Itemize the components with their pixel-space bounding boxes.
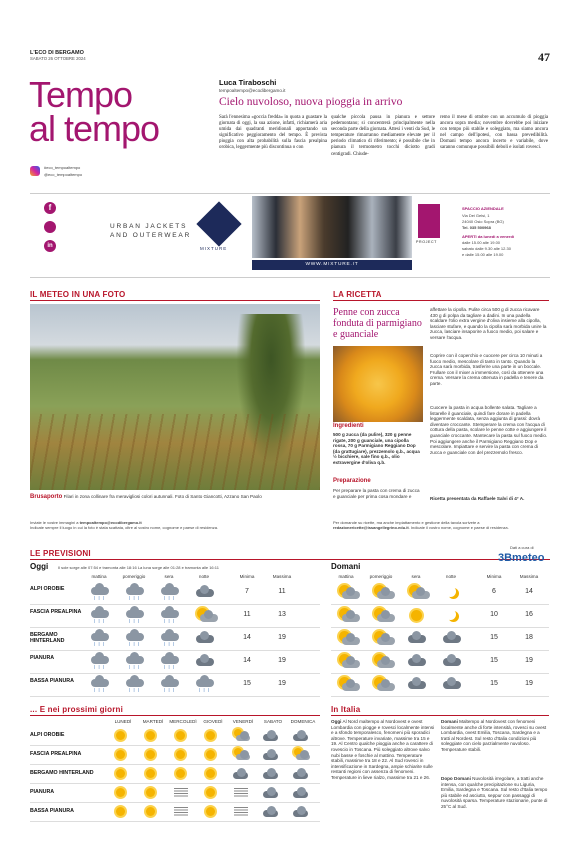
day-header: LUNEDÌ (114, 719, 132, 724)
rain-icon: ❘❘❘ (84, 628, 116, 648)
project-logo (418, 204, 440, 238)
temp-min: 11 (243, 611, 251, 618)
rain-icon: ❘❘❘ (154, 582, 186, 602)
cloud-icon (256, 803, 286, 821)
sun-icon (106, 803, 136, 821)
forecast-col-header: notte (198, 574, 210, 579)
cloud-icon (286, 727, 316, 745)
ingredienti-text: 500 g zucca (da pulire), 320 g penne rigate, 200 g guanciale, una cipolla rossa, 70 g Parmigiano Reggiano Dop (da grattugiare), prezzemolo q.b., acqua ½ bicchiere, sale fino q.b., olio extravergine d'oliva q.b. (333, 432, 420, 465)
forecast-col-header: Minima (239, 574, 255, 579)
rain-icon: ❘❘❘ (189, 674, 221, 694)
forecast-col-header: notte (445, 574, 457, 579)
partly-cloudy-icon (189, 605, 221, 625)
sun-icon (136, 727, 166, 745)
partly-cloudy-icon (286, 746, 316, 764)
forecast-col-header: mattina (338, 574, 354, 579)
partly-cloudy-icon (331, 605, 363, 625)
sun-icon (106, 727, 136, 745)
partly-cloudy-icon (331, 628, 363, 648)
forecast-col-header: sera (411, 574, 421, 579)
shop-addr-2: 24040 Osio Sopra (BG) (462, 219, 504, 224)
cloud-icon (286, 765, 316, 783)
cloud-icon (436, 674, 468, 694)
ad-tagline-1: URBAN JACKETS (110, 223, 188, 230)
project-logo-text: PROJECT (416, 240, 437, 244)
photo-invite (30, 520, 330, 530)
temp-max: 16 (525, 611, 533, 618)
sun-icon (106, 765, 136, 783)
oggi-sun-moon: Il sole sorge alle 07:54 e tramonta alle 18:16 La luna sorge alle 01:28 e tramonta alle 16:11 (58, 565, 219, 570)
italia-dopo-text: Nuvolosità irregolare, a tratti anche intensa, con qualche precipitazione su Liguria, Emilia, Sardegna e Toscana. Sul resto d'Italia tempo più stabile ed asciutto, seppur con passaggi di nuvolosità sparsa. Temperature stazionarie, punte di 25°C al Sud. (441, 776, 548, 809)
rain-icon: ❘❘❘ (84, 582, 116, 602)
temp-max: 18 (525, 634, 533, 641)
cloud-icon (256, 727, 286, 745)
partly-cloudy-icon (226, 727, 256, 745)
sun-icon (196, 765, 226, 783)
forecast-col-header: Minima (486, 574, 502, 579)
temp-max: 19 (278, 680, 286, 687)
sun-icon (136, 784, 166, 802)
day-header: SABATO (263, 719, 283, 724)
cloud-icon (401, 651, 433, 671)
meteo-foto-heading: IL METEO IN UNA FOTO (30, 290, 126, 299)
italia-dopo-label: Dopo Domani (441, 776, 471, 781)
ingredienti-title: Ingredienti (333, 423, 364, 429)
temp-max: 11 (278, 588, 286, 595)
fog-icon (166, 803, 196, 821)
rain-icon: ❘❘❘ (154, 605, 186, 625)
cloud-icon (286, 803, 316, 821)
temp-max: 19 (525, 680, 533, 687)
cloud-icon (401, 628, 433, 648)
caption-text: Filari in zona collinare fra meravigliosi colori autunnali. Foto di Santo Giancotti, Azzano San Paolo (63, 494, 262, 499)
ricetta-invite-email[interactable]: redazionericette@issangellegrino.edu.it (333, 525, 409, 530)
partly-cloudy-icon (331, 582, 363, 602)
forecast-location: ALPI OROBIE (30, 586, 65, 592)
previsioni-heading: LE PREVISIONI (30, 549, 91, 558)
temp-min: 15 (490, 634, 498, 641)
photo-invite-text-2: Indicate sempre il luogo in cui la foto è stata scattata, oltre al vostro nome, cognome e paese di residenza. (30, 525, 219, 530)
fog-icon (226, 803, 256, 821)
italia-domani-text: Maltempo al Nordovest con fenomeni localmente anche di forte intensità, rovesci su ovest Lombardia, ovest Emilia, Toscana, Sardegna e a tratti al Nordest. Sul resto d'Italia condizioni più soleggiate con cielo parzialmente nuvoloso. Temperature stabili. (441, 719, 547, 752)
italia-oggi-text: Al Nord maltempo al Nordovest e ovest Lombardia con piogge e rovesci localmente intensi e a sfondo temporalesco, fenomeni più sporadici altrove. Temperature invariate, massime tra 15 e 19. Al Centro qualche pioggia anche a carattere di rovescio in Toscana. Più soleggiato altrove salvo nubi basse e foschie al mattino. Temperature stabili, massime tra 18 e 22. Al Sud rovesci in intensificazione in Sardegna, ampie schiarite sulle restanti regioni con assenza di fenomeni. Temperature in lieve rialzo, massime tra 21 e 26. (331, 719, 435, 780)
cloud-icon (401, 674, 433, 694)
cloud-icon (436, 651, 468, 671)
sun-icon (166, 765, 196, 783)
article-headline: Cielo nuvoloso, nuova pioggia in arrivo (219, 96, 403, 108)
temp-min: 15 (243, 680, 251, 687)
temp-min: 14 (243, 634, 251, 641)
sun-icon (106, 784, 136, 802)
partly-cloudy-icon (331, 674, 363, 694)
ad-tagline-2: AND OUTERWEAR (110, 232, 192, 239)
forecast-location: PIANURA (30, 655, 55, 661)
partly-cloudy-icon (366, 628, 398, 648)
day-header: GIOVEDÌ (203, 719, 223, 724)
temp-min: 15 (490, 657, 498, 664)
cloud-icon (226, 765, 256, 783)
instagram-icon-ad[interactable] (44, 221, 56, 233)
preparazione-title: Preparazione (333, 478, 371, 484)
italia-dopodomani (441, 776, 549, 810)
ricetta-right-2: Coprire con il coperchio e cuocere per circa 10 minuti a fuoco medio, mescolare di tanto in tanto. Quando la zucca sarà morbida, trasferire una parte in un boccale. Frullare con il mixer a immersione, così da ottenere una crema. Versare la crema ottenuta in padella e tenere da parte. (430, 353, 544, 386)
forecast-col-header: Massima (519, 574, 539, 579)
cloud-icon (189, 651, 221, 671)
sun-icon (196, 803, 226, 821)
shop-tel[interactable]: Tel. 035 500968 (462, 225, 491, 230)
sun-icon (196, 727, 226, 745)
ricetta-heading: LA RICETTA (333, 290, 382, 299)
temp-min: 7 (245, 588, 249, 595)
meteo-credit-label: Dati a cura di (510, 545, 534, 550)
sun-icon (136, 803, 166, 821)
italia-domani-label: Domani (441, 719, 458, 724)
prossimi-location: BERGAMO HINTERLAND (30, 770, 94, 776)
prossimi-location: FASCIA PREALPINA (30, 751, 82, 757)
cloud-icon (256, 746, 286, 764)
ad-models-photo (252, 196, 412, 258)
italia-heading: In Italia (331, 705, 361, 714)
fog-icon (226, 784, 256, 802)
preparazione-text: Per preparare la pasta con crema di zucca e guanciale per prima cosa mondare e (333, 488, 420, 499)
temp-max: 13 (278, 611, 286, 618)
article-col-2: qualche piccola pausa in pianura e settore pedemontano; si concentrerà principalmente nella seconda parte della giornata. Attesi i venti da Sud, le temperature rimarranno mediamente elevate per il periodo climatico di riferimento; è possibile che in pianura il termometro tocchi diciotto gradi centigradi. Chiude- (331, 115, 435, 157)
page-number: 47 (538, 50, 550, 64)
shop-open: APERTI da lunedì a venerdì (462, 234, 515, 239)
temp-max: 19 (278, 634, 286, 641)
fog-icon (166, 784, 196, 802)
rain-icon: ❘❘❘ (119, 674, 151, 694)
temp-max: 14 (525, 588, 533, 595)
cloud-icon (286, 784, 316, 802)
paper-date: SABATO 26 OTTOBRE 2024 (30, 56, 86, 61)
forecast-location: FASCIA PREALPINA (30, 609, 82, 615)
article-email[interactable]: tempoaltempo@ecodibergamo.it (219, 88, 286, 93)
ad-url[interactable]: WWW.MIXTURE.IT (252, 260, 412, 270)
sun-icon (136, 746, 166, 764)
moon-icon (436, 582, 468, 602)
article-col-3: remo il mese di ottobre con un accumulo di pioggia ancora sopra media; novembre dovrebbe poi iniziare con tempo più stabile e soleggiato, ma siamo ancora nel campo dell'ipotesi, con bassa prevedibilità. Domani tempo ancora incerto e variabile, dove saranno comunque possibili deboli e isolati rovesci. (440, 115, 548, 151)
rain-icon: ❘❘❘ (84, 651, 116, 671)
sun-icon (196, 746, 226, 764)
sun-icon (401, 605, 433, 625)
prossimi-location: ALPI OROBIE (30, 732, 65, 738)
sun-icon (196, 784, 226, 802)
prossimi-location: PIANURA (30, 789, 55, 795)
mixture-logo-text: MIXTURE (200, 246, 228, 251)
ricetta-title: Penne con zucca fonduta di parmigiano e guanciale (333, 307, 422, 340)
article-author: Luca Tiraboschi (219, 78, 277, 87)
shop-hours-1: dalle 15.00 alle 19.00 (462, 240, 501, 245)
shop-hours-3: e dalle 15.00 alle 19.00 (462, 252, 504, 257)
italia-domani (441, 719, 549, 753)
forecast-col-header: pomeriggio (369, 574, 393, 579)
instagram-icon (30, 166, 40, 176)
cloud-icon (256, 765, 286, 783)
sun-icon (106, 746, 136, 764)
hero-title-line1: Tempo (29, 74, 133, 115)
forecast-location: BASSA PIANURA (30, 678, 74, 684)
partly-cloudy-icon (331, 651, 363, 671)
rain-icon: ❘❘❘ (154, 651, 186, 671)
sun-icon (136, 765, 166, 783)
cloud-icon (436, 628, 468, 648)
cloud-icon (256, 784, 286, 802)
shop-title: SPACCIO AZIENDALE (462, 206, 504, 211)
masthead (30, 50, 550, 70)
partly-cloudy-icon (366, 674, 398, 694)
vineyard-photo (30, 304, 320, 490)
ricetta-invite-text-2: . Indicate il vostro nome, cognome e paese di residenza. (408, 525, 509, 530)
ad-banner[interactable] (30, 193, 550, 278)
mixture-logo (196, 201, 241, 246)
italia-oggi-label: Oggi (331, 719, 342, 724)
ricetta-credit: Ricetta presentata da Raffaele Salvi di 4° A. (430, 496, 525, 501)
rain-icon: ❘❘❘ (119, 628, 151, 648)
day-header: VENERDÌ (232, 719, 254, 724)
ricetta-right-1: affettare la cipolla. Pulite circa 500 g di zucca ricavare 430 g di polpa da tagliare a dadini. In una padella scaldare l'olio extra vergine d'oliva insieme alla cipolla, lasciare stufare, e quando la cipolla sarà morbida unire la zucca, lasciare insaporire a fuoco medio, poi salare e versare l'acqua. (430, 307, 547, 340)
ricetta-invite-text: Per domande su ricette, ma anche impiattamento e gestione della tavola scrivete a (333, 520, 480, 525)
forecast-col-header: pomeriggio (122, 574, 146, 579)
partly-cloudy-icon (366, 605, 398, 625)
cloud-icon (189, 582, 221, 602)
partly-cloudy-icon (401, 582, 433, 602)
oggi-label: Oggi (30, 562, 49, 571)
rain-icon: ❘❘❘ (119, 605, 151, 625)
prossimi-location: BASSA PIANURA (30, 808, 74, 814)
article-col-1: Sarà l'ennesima «goccia fredda» in quota a guastare la giornata di oggi, la sua azione, infatti, richiamerà aria umida dai quadranti meridionali apportando un significativo peggioramento del tempo. È prevista pioggia con alta probabilità sulla fascia prealpina orobica, leggermente più discontinua o con (219, 115, 327, 151)
forecast-col-header: sera (164, 574, 174, 579)
partly-cloudy-icon (366, 651, 398, 671)
caption-place: Brusaporto (30, 494, 63, 500)
photo-invite-email[interactable]: tempoaltempo@ecodibergamo.it (79, 520, 142, 525)
rain-icon: ❘❘❘ (154, 674, 186, 694)
facebook-icon[interactable]: f (44, 202, 56, 214)
pasta-photo (333, 346, 423, 422)
social-handle-2[interactable]: @eco_tempoaltempo (44, 172, 83, 177)
temp-max: 19 (525, 657, 533, 664)
temp-max: 19 (278, 657, 286, 664)
italia-oggi (331, 719, 435, 781)
forecast-col-header: mattina (91, 574, 107, 579)
moon-icon (436, 605, 468, 625)
temp-min: 15 (490, 680, 498, 687)
forecast-location: BERGAMO HINTERLAND (30, 632, 65, 644)
rain-icon: ❘❘❘ (84, 605, 116, 625)
sun-icon (166, 746, 196, 764)
linkedin-icon[interactable]: in (44, 240, 56, 252)
rain-icon: ❘❘❘ (154, 628, 186, 648)
prossimi-heading: ... E nei prossimi giorni (30, 705, 124, 714)
hero-title (29, 74, 160, 149)
partly-cloudy-icon (226, 746, 256, 764)
shop-hours-2: sabato dalle 9.30 alle 12.30 (462, 246, 511, 251)
day-header: MERCOLEDÌ (169, 719, 197, 724)
ricetta-invite (333, 520, 549, 530)
forecast-col-header: Massima (272, 574, 292, 579)
social-handle-1[interactable]: #eco_tempoaltempo (44, 165, 81, 170)
day-header: DOMENICA (290, 719, 316, 724)
temp-min: 10 (490, 611, 498, 618)
rain-icon: ❘❘❘ (119, 582, 151, 602)
ricetta-right-3: Cuocere la pasta in acqua bollente salata. Tagliare a listarelle il guanciale, quindi fare dorare in padella leggermente scaldata, senza aggiunta di grassi: dovrà diventare croccante. Stemperare la crema con l'acqua di cottura della pasta, scolare le penne cotte e aggiungere il guanciale croccante. Mantecare la pasta sul fuoco medio. Poi aggiungere anche il Parmigiano Reggiano Dop e mescolare. Impiattare e servire la pasta con crema di zucca e guanciale con del prezzemolo fresco. (430, 405, 548, 455)
photo-caption (30, 494, 320, 501)
cloud-icon (189, 628, 221, 648)
meteo-credit-logo: 3Bmeteo (498, 552, 545, 564)
paper-name: L'ECO DI BERGAMO (30, 50, 84, 56)
sun-icon (166, 727, 196, 745)
day-header: MARTEDÌ (142, 719, 164, 724)
photo-invite-text: Inviate le vostre immagini a (30, 520, 80, 525)
temp-min: 6 (492, 588, 496, 595)
shop-addr-1: Via Dei Gelsi, 1 (462, 213, 490, 218)
partly-cloudy-icon (366, 582, 398, 602)
hero-title-line2: al tempo (29, 108, 160, 149)
temp-min: 14 (243, 657, 251, 664)
rain-icon: ❘❘❘ (84, 674, 116, 694)
domani-label: Domani (331, 562, 361, 571)
rain-icon: ❘❘❘ (119, 651, 151, 671)
